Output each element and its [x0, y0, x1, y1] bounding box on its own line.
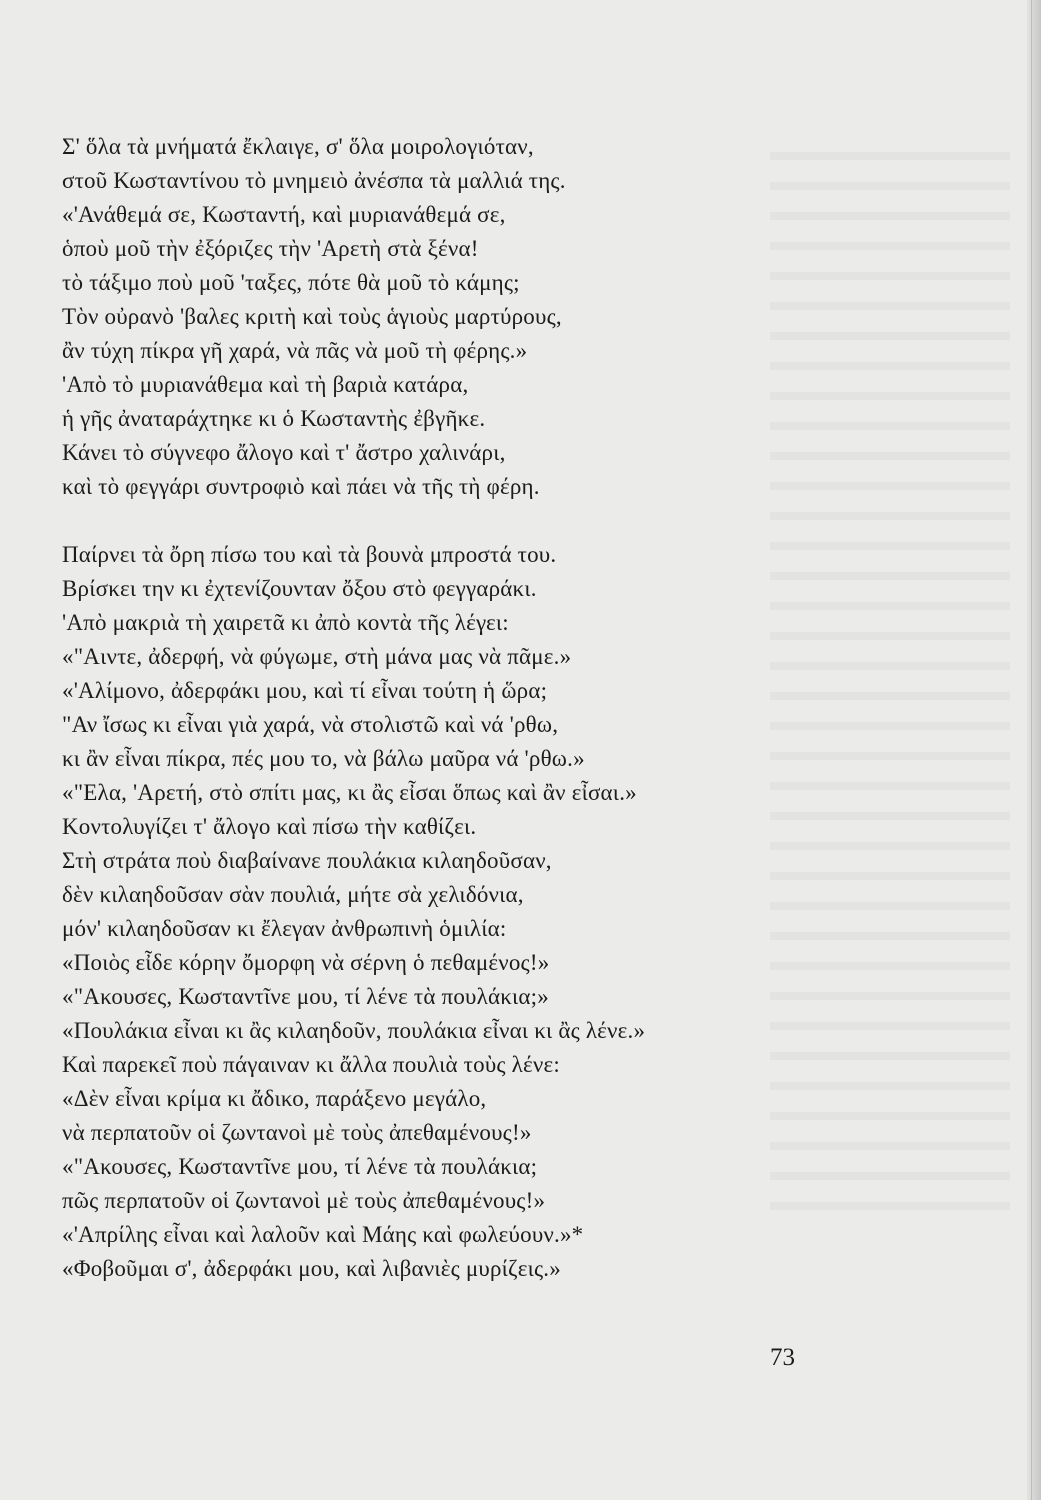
verse-line: «Φοβοῦμαι σ', ἀδερφάκι μου, καὶ λιβανιὲς μυρίζεις.»: [62, 1256, 561, 1281]
verse-line: μόν' κιλαηδοῦσαν κι ἔλεγαν ἀνθρωπινὴ ὁμιλία:: [62, 916, 507, 941]
page-edge-line: [1031, 0, 1032, 1500]
verse-line: «"Ακουσες, Κωσταντῖνε μου, τί λένε τὰ πουλάκια;: [62, 1154, 538, 1179]
verse-line: "Αν ἴσως κι εἶναι γιὰ χαρά, νὰ στολιστῶ καὶ νά 'ρθω,: [62, 712, 559, 737]
verse-line: «Πουλάκια εἶναι κι ἂς κιλαηδοῦν, πουλάκια εἶναι κι ἂς λένε.»: [62, 1018, 646, 1043]
verse-line: «"Ακουσες, Κωσταντῖνε μου, τί λένε τὰ πουλάκια;»: [62, 984, 549, 1009]
verse-line: 'Απὸ τὸ μυριανάθεμα καὶ τὴ βαριὰ κατάρα,: [62, 372, 469, 397]
verse-line: καὶ τὸ φεγγάρι συντροφιὸ καὶ πάει νὰ τῆς τὴ φέρη.: [62, 474, 540, 499]
verse-line: δὲν κιλαηδοῦσαν σὰν πουλιά, μήτε σὰ χελιδόνια,: [62, 882, 524, 907]
stanza-2: [62, 538, 645, 1286]
verse-line: «"Αιντε, ἀδερφή, νὰ φύγωμε, στὴ μάνα μας νὰ πᾶμε.»: [62, 644, 572, 669]
verse-line: Καὶ παρεκεῖ ποὺ πάγαιναν κι ἄλλα πουλιὰ τοὺς λένε:: [62, 1052, 560, 1077]
verse-line: Παίρνει τὰ ὄρη πίσω του καὶ τὰ βουνὰ μπροστά του.: [62, 542, 557, 567]
verse-line: Στὴ στράτα ποὺ διαβαίνανε πουλάκια κιλαηδοῦσαν,: [62, 848, 552, 873]
page-number: 73: [770, 1344, 795, 1371]
verse-line: ἂν τύχη πίκρα γῆ χαρά, νὰ πᾶς νὰ μοῦ τὴ φέρης.»: [62, 338, 528, 363]
verse-line: πῶς περπατοῦν οἱ ζωντανοὶ μὲ τοὺς ἀπεθαμένους!»: [62, 1188, 546, 1213]
page-edge: [1027, 0, 1041, 1500]
verse-line: «'Ανάθεμά σε, Κωσταντή, καὶ μυριανάθεμά σε,: [62, 202, 506, 227]
verse-line: Σ' ὅλα τὰ μνήματά ἔκλαιγε, σ' ὅλα μοιρολογιόταν,: [62, 134, 534, 159]
verse-line: Κοντολυγίζει τ' ἄλογο καὶ πίσω τὴν καθίζει.: [62, 814, 477, 839]
verse-line: νὰ περπατοῦν οἱ ζωντανοὶ μὲ τοὺς ἀπεθαμένους!»: [62, 1120, 532, 1145]
verse-line: στοῦ Κωσταντίνου τὸ μνημειὸ ἀνέσπα τὰ μαλλιά της.: [62, 168, 566, 193]
verse-line: «"Ελα, 'Αρετή, στὸ σπίτι μας, κι ἂς εἶσαι ὅπως καὶ ἂν εἶσαι.»: [62, 780, 637, 805]
verse-line: Κάνει τὸ σύγνεφο ἄλογο καὶ τ' ἄστρο χαλινάρι,: [62, 440, 506, 465]
verse-line: «'Αλίμονο, ἀδερφάκι μου, καὶ τί εἶναι τούτη ἡ ὥρα;: [62, 678, 548, 703]
verse-line: Βρίσκει την κι ἐχτενίζουνταν ὄξου στὸ φεγγαράκι.: [62, 576, 537, 601]
verse-line: κι ἂν εἶναι πίκρα, πές μου το, νὰ βάλω μαῦρα νά 'ρθω.»: [62, 746, 585, 771]
stanza-1: [62, 130, 566, 504]
verse-line: 'Απὸ μακριὰ τὴ χαιρετᾶ κι ἀπὸ κοντὰ τῆς λέγει:: [62, 610, 509, 635]
verse-line: ὁποὺ μοῦ τὴν ἐξόριζες τὴν 'Αρετὴ στὰ ξένα!: [62, 236, 479, 261]
verse-line: ἡ γῆς ἀναταράχτηκε κι ὁ Κωσταντὴς ἐβγῆκε.: [62, 406, 486, 431]
bleed-through-text: [770, 130, 1010, 1230]
verse-line: Τὸν οὐρανὸ 'βαλες κριτὴ καὶ τοὺς ἁγιοὺς μαρτύρους,: [62, 304, 562, 329]
verse-line: «Ποιὸς εἶδε κόρην ὄμορφη νὰ σέρνη ὁ πεθαμένος!»: [62, 950, 550, 975]
verse-line: «Δὲν εἶναι κρίμα κι ἄδικο, παράξενο μεγάλο,: [62, 1086, 487, 1111]
verse-line: τὸ τάξιμο ποὺ μοῦ 'ταξες, πότε θὰ μοῦ τὸ κάμης;: [62, 270, 520, 295]
verse-line: «'Απρίλης εἶναι καὶ λαλοῦν καὶ Μάης καὶ φωλεύουν.»*: [62, 1222, 584, 1247]
